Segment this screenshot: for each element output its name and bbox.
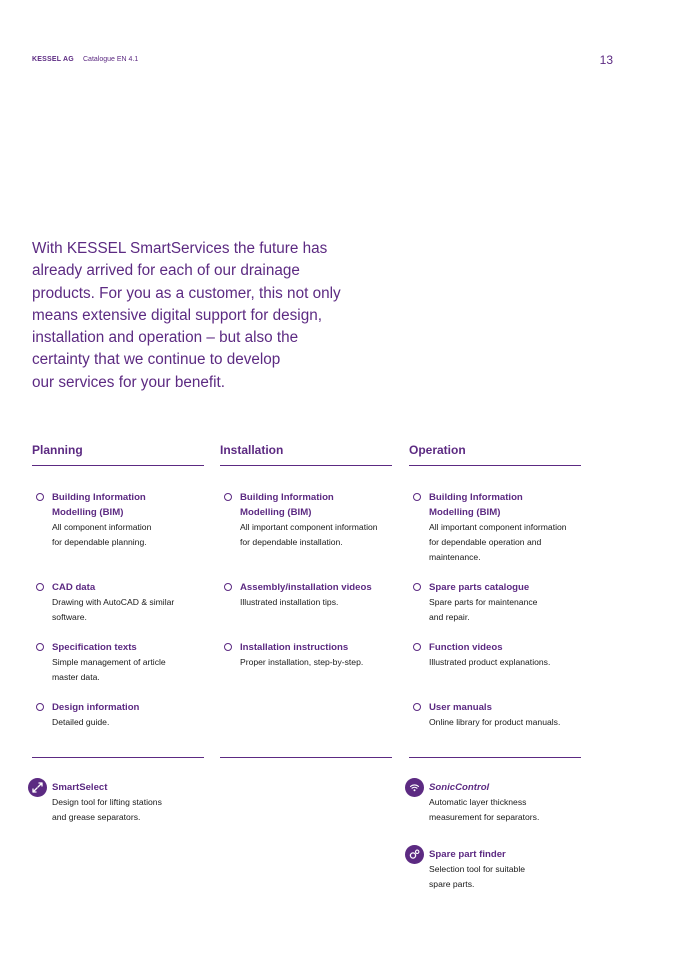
installation-heading: Installation xyxy=(220,443,392,466)
item-title: Assembly/installation videos xyxy=(240,582,372,593)
intro-line: already arrived for each of our drainage xyxy=(32,262,300,280)
circle-bullet-icon xyxy=(36,643,44,651)
list-item xyxy=(32,490,207,550)
wifi-signal-icon xyxy=(405,778,424,797)
circle-bullet-icon xyxy=(224,493,232,501)
item-title: Function videos xyxy=(429,642,503,653)
item-description: Drawing with AutoCAD & similar software. xyxy=(52,597,175,622)
item-description: Online library for product manuals. xyxy=(429,717,561,727)
circle-bullet-icon xyxy=(36,583,44,591)
catalogue-edition: Catalogue EN 4.1 xyxy=(83,56,139,63)
spare-part-finder-tool xyxy=(409,847,609,892)
intro-paragraph xyxy=(32,238,362,394)
intro-line: installation and operation – but also the xyxy=(32,329,299,347)
list-item xyxy=(409,490,584,565)
list-item xyxy=(409,580,584,625)
planning-column xyxy=(32,443,204,727)
tool-description: Automatic layer thickness measurement for separators. xyxy=(429,797,540,822)
item-description: Spare parts for maintenance and repair. xyxy=(429,597,538,622)
item-title: Building Information Modelling (BIM) xyxy=(52,492,146,518)
page-header xyxy=(32,55,613,67)
list-item xyxy=(409,700,584,730)
item-description: Proper installation, step-by-step. xyxy=(240,657,364,667)
list-item xyxy=(32,640,207,685)
installation-column xyxy=(220,443,392,667)
item-title: Building Information Modelling (BIM) xyxy=(429,492,523,518)
item-description: Illustrated installation tips. xyxy=(240,597,339,607)
intro-line: certainty that we continue to develop xyxy=(32,351,281,369)
divider xyxy=(409,757,581,758)
item-title: Building Information Modelling (BIM) xyxy=(240,492,334,518)
item-title: User manuals xyxy=(429,702,492,713)
page-number: 13 xyxy=(599,53,613,67)
item-title: Specification texts xyxy=(52,642,137,653)
tool-description: Design tool for lifting stations and grease separators. xyxy=(52,797,162,822)
divider xyxy=(32,757,204,758)
item-title: Installation instructions xyxy=(240,642,349,653)
circle-bullet-icon xyxy=(224,643,232,651)
item-description: Illustrated product explanations. xyxy=(429,657,551,667)
divider xyxy=(220,757,392,758)
smartselect-tool xyxy=(32,780,232,825)
intro-line: With KESSEL SmartServices the future has xyxy=(32,240,328,257)
circle-bullet-icon xyxy=(36,703,44,711)
item-title: Spare parts catalogue xyxy=(429,582,530,593)
list-item xyxy=(220,580,395,610)
list-item xyxy=(409,640,584,670)
circle-bullet-icon xyxy=(36,493,44,501)
list-item xyxy=(32,700,207,730)
gears-icon xyxy=(405,845,424,864)
planning-heading: Planning xyxy=(32,443,204,466)
item-title: Design information xyxy=(52,702,140,713)
operation-column xyxy=(409,443,581,727)
item-title: CAD data xyxy=(52,582,96,593)
tool-title: SmartSelect xyxy=(52,782,108,793)
tool-title: SonicControl xyxy=(429,782,490,793)
list-item xyxy=(220,640,395,670)
brand-name: KESSEL AG xyxy=(32,56,74,63)
tool-description: Selection tool for suitable spare parts. xyxy=(429,864,526,889)
circle-bullet-icon xyxy=(224,583,232,591)
soniccontrol-tool xyxy=(409,780,609,825)
item-description: Simple management of article master data. xyxy=(52,657,166,682)
expand-arrows-icon xyxy=(28,778,47,797)
list-item xyxy=(32,580,207,625)
item-description: All important component information for dependable operation and maintenance. xyxy=(429,522,567,562)
circle-bullet-icon xyxy=(413,703,421,711)
intro-line: products. For you as a customer, this not only xyxy=(32,284,341,302)
intro-line: our services for your benefit. xyxy=(32,373,225,391)
circle-bullet-icon xyxy=(413,643,421,651)
operation-heading: Operation xyxy=(409,443,581,466)
tool-title: Spare part finder xyxy=(429,849,506,860)
circle-bullet-icon xyxy=(413,583,421,591)
item-description: Detailed guide. xyxy=(52,717,110,727)
list-item xyxy=(220,490,395,550)
intro-line: means extensive digital support for design, xyxy=(32,306,322,324)
item-description: All important component information for dependable installation. xyxy=(240,522,378,547)
item-description: All component information for dependable planning. xyxy=(52,522,152,547)
circle-bullet-icon xyxy=(413,493,421,501)
